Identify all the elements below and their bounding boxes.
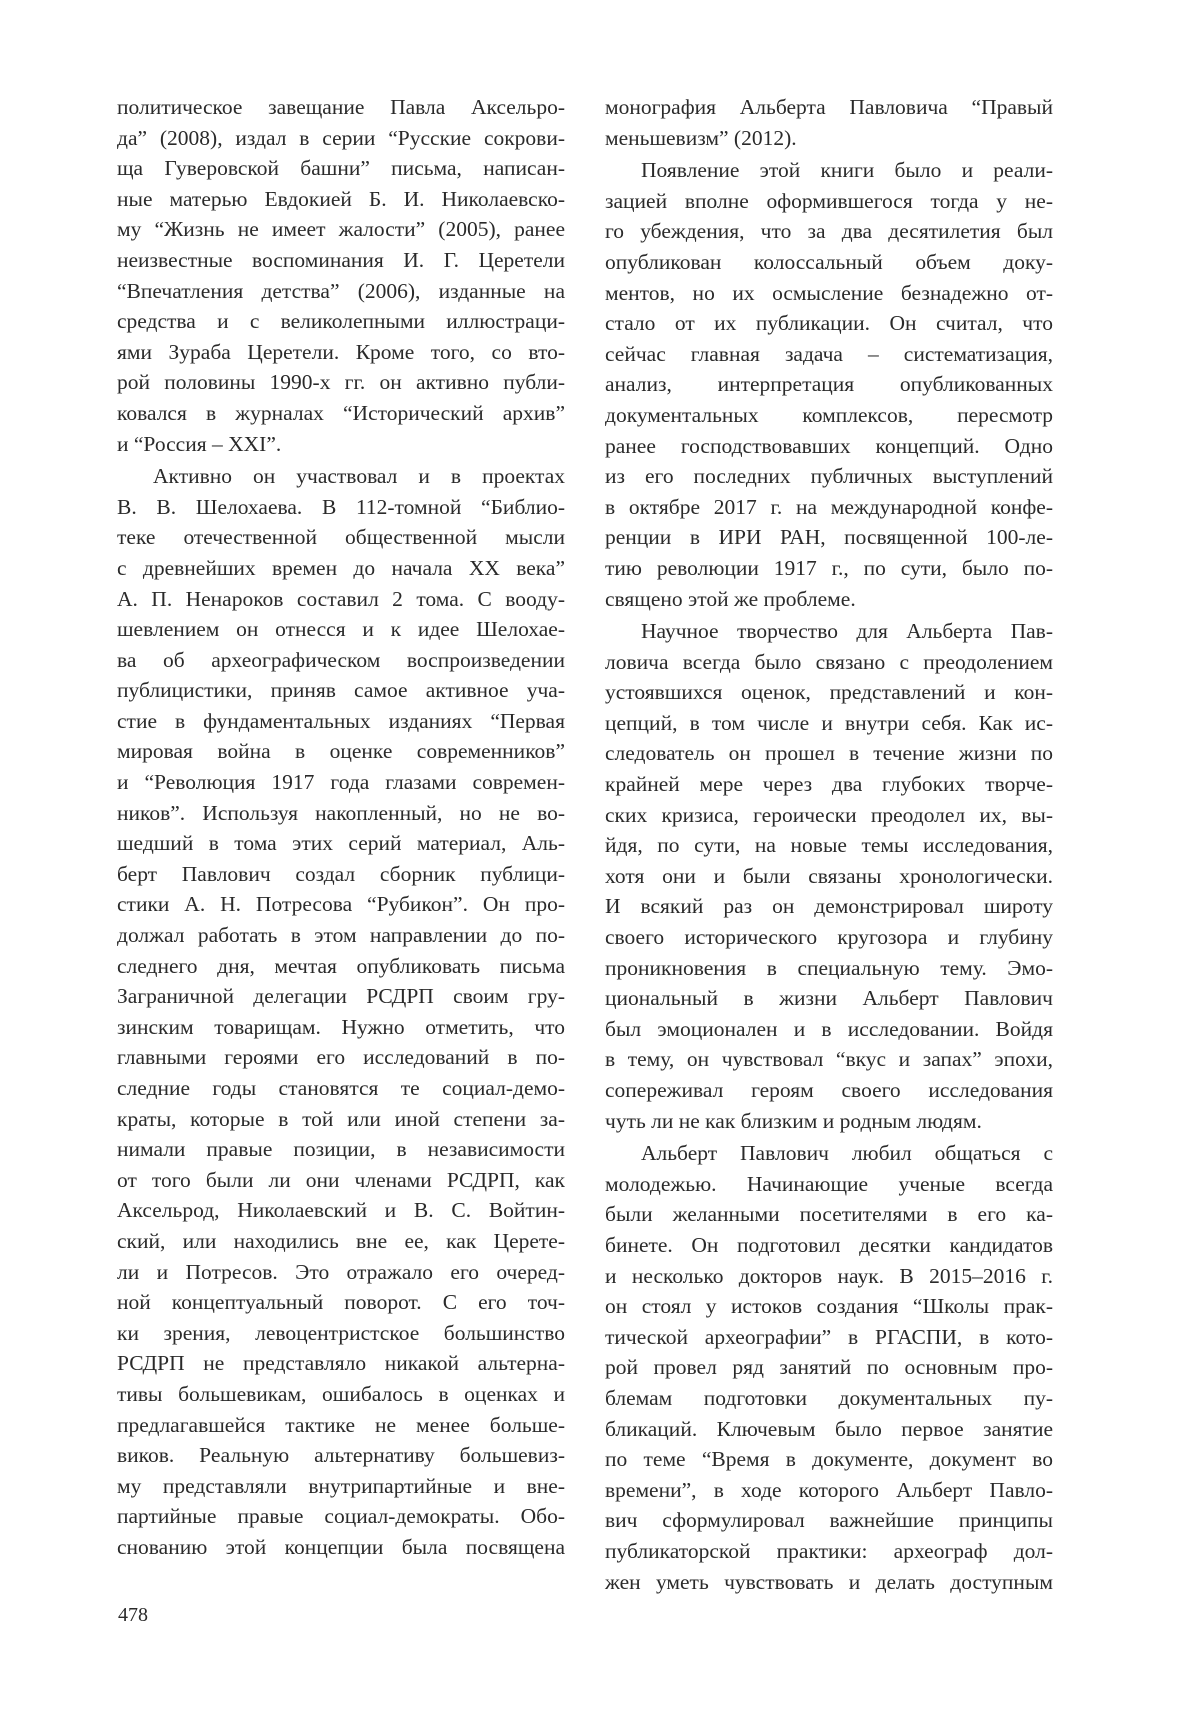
text-line: публикаторской практики: археограф дол-	[605, 1536, 1053, 1567]
text-line: зинским товарищам. Нужно отметить, что	[117, 1012, 565, 1043]
text-line: священо этой же проблеме.	[605, 584, 1053, 615]
text-line: йдя, по сути, на новые темы исследования,	[605, 830, 1053, 861]
text-line: ментов, но их осмысление безнадежно от-	[605, 278, 1053, 309]
text-line: берт Павлович создал сборник публици-	[117, 859, 565, 890]
text-line: следние годы становятся те социал-демо-	[117, 1073, 565, 1104]
text-line: следнего дня, мечтая опубликовать письма	[117, 951, 565, 982]
paragraph	[605, 155, 1053, 614]
text-line: ной концептуальный поворот. С его точ-	[117, 1287, 565, 1318]
text-line: ли и Потресов. Это отражало его очеред-	[117, 1257, 565, 1288]
text-line: тивы большевикам, ошибалось в оценках и	[117, 1379, 565, 1410]
text-line: му представляли внутрипартийные и вне-	[117, 1471, 565, 1502]
text-line: ренции в ИРИ РАН, посвященной 100-ле-	[605, 522, 1053, 553]
text-line: проникновения в специальную тему. Эмо-	[605, 953, 1053, 984]
text-line: ников”. Используя накопленный, но не во-	[117, 798, 565, 829]
text-line: меньшевизм” (2012).	[605, 123, 1053, 154]
text-line: сейчас главная задача – систематизация,	[605, 339, 1053, 370]
text-line: циональный в жизни Альберт Павлович	[605, 983, 1053, 1014]
text-line: зацией вполне оформившегося тогда у не-	[605, 186, 1053, 217]
text-line: “Впечатления детства” (2006), изданные на	[117, 276, 565, 307]
text-line: Активно он участвовал и в проектах	[117, 461, 565, 492]
text-line: стие в фундаментальных изданиях “Первая	[117, 706, 565, 737]
text-line: тической археографии” в РГАСПИ, в кото-	[605, 1322, 1053, 1353]
text-line: сопереживал героям своего исследования	[605, 1075, 1053, 1106]
text-line: были желанными посетителями в его ка-	[605, 1199, 1053, 1230]
text-line: В. В. Шелохаева. В 112-томной “Библио-	[117, 492, 565, 523]
text-line: ских кризиса, героически преодолел их, вы-	[605, 800, 1053, 831]
text-line: с древнейших времен до начала XX века”	[117, 553, 565, 584]
text-line: Альберт Павлович любил общаться с	[605, 1138, 1053, 1169]
text-line: вич сформулировал важнейшие принципы	[605, 1505, 1053, 1536]
text-line: РСДРП не представляло никакой альтерна-	[117, 1348, 565, 1379]
text-line: стало от их публикации. Он считал, что	[605, 308, 1053, 339]
text-line: партийные правые социал-демократы. Обо-	[117, 1501, 565, 1532]
text-line: от того были ли они членами РСДРП, как	[117, 1165, 565, 1196]
text-line: и “Революция 1917 года глазами современ-	[117, 767, 565, 798]
text-line: А. П. Ненароков составил 2 тома. С вооду-	[117, 584, 565, 615]
text-line: го убеждения, что за два десятилетия был	[605, 216, 1053, 247]
text-line: был эмоционален и в исследовании. Войдя	[605, 1014, 1053, 1045]
text-line: бинете. Он подготовил десятки кандидатов	[605, 1230, 1053, 1261]
paragraph	[605, 1138, 1053, 1597]
text-line: опубликован колоссальный объем доку-	[605, 247, 1053, 278]
text-line: он стоял у истоков создания “Школы прак-	[605, 1291, 1053, 1322]
text-line: блемам подготовки документальных пу-	[605, 1383, 1053, 1414]
text-line: ща Гуверовской башни” письма, написан-	[117, 153, 565, 184]
text-line: по теме “Время в документе, документ во	[605, 1444, 1053, 1475]
text-line: ные матерью Евдокией Б. И. Николаевско-	[117, 184, 565, 215]
text-column-right	[605, 92, 1053, 1599]
paragraph	[605, 616, 1053, 1136]
text-line: времени”, в ходе которого Альберт Павло-	[605, 1475, 1053, 1506]
text-line: Научное творчество для Альберта Пав-	[605, 616, 1053, 647]
text-line: в октябре 2017 г. на международной конфе-	[605, 492, 1053, 523]
text-line: ки зрения, левоцентристское большинство	[117, 1318, 565, 1349]
text-line: политическое завещание Павла Аксельро-	[117, 92, 565, 123]
text-line: теке отечественной общественной мысли	[117, 522, 565, 553]
paragraph	[605, 92, 1053, 153]
text-line: Аксельрод, Николаевский и В. С. Войтин-	[117, 1195, 565, 1226]
text-line: ловича всегда было связано с преодолением	[605, 647, 1053, 678]
text-line: бликаций. Ключевым было первое занятие	[605, 1414, 1053, 1445]
text-line: должал работать в этом направлении до по-	[117, 920, 565, 951]
text-line: главными героями его исследований в по-	[117, 1042, 565, 1073]
text-line: ковался в журналах “Исторический архив”	[117, 398, 565, 429]
text-line: жен уметь чувствовать и делать доступным	[605, 1567, 1053, 1598]
text-line: тию революции 1917 г., по сути, было по-	[605, 553, 1053, 584]
text-line: средства и с великолепными иллюстраци-	[117, 306, 565, 337]
text-line: предлагавшейся тактике не менее больше-	[117, 1410, 565, 1441]
paragraph	[117, 461, 565, 1562]
text-line: и несколько докторов наук. В 2015–2016 г.	[605, 1261, 1053, 1292]
text-line: И всякий раз он демонстрировал широту	[605, 891, 1053, 922]
text-line: нимали правые позиции, в независимости	[117, 1134, 565, 1165]
text-column-left	[117, 92, 565, 1565]
text-line: цепций, в том числе и внутри себя. Как ис-	[605, 708, 1053, 739]
text-line: виков. Реальную альтернативу большевиз-	[117, 1440, 565, 1471]
text-line: молодежью. Начинающие ученые всегда	[605, 1169, 1053, 1200]
page-number: 478	[118, 1600, 148, 1630]
text-line: своего исторического кругозора и глубину	[605, 922, 1053, 953]
text-line: чуть ли не как близким и родным людям.	[605, 1106, 1053, 1137]
text-line: да” (2008), издал в серии “Русские сокрови-	[117, 123, 565, 154]
text-line: и “Россия – XXI”.	[117, 429, 565, 460]
text-line: Появление этой книги было и реали-	[605, 155, 1053, 186]
text-line: ранее господствовавших концепций. Одно	[605, 431, 1053, 462]
text-line: ский, или находились вне ее, как Церете-	[117, 1226, 565, 1257]
text-line: неизвестные воспоминания И. Г. Церетели	[117, 245, 565, 276]
text-line: следователь он прошел в течение жизни по	[605, 738, 1053, 769]
text-line: крайней мере через два глубоких творче-	[605, 769, 1053, 800]
paragraph	[117, 92, 565, 459]
text-line: хотя они и были связаны хронологически.	[605, 861, 1053, 892]
text-line: монография Альберта Павловича “Правый	[605, 92, 1053, 123]
text-line: публицистики, приняв самое активное уча-	[117, 675, 565, 706]
text-line: рой провел ряд занятий по основным про-	[605, 1352, 1053, 1383]
text-line: анализ, интерпретация опубликованных	[605, 369, 1053, 400]
text-line: рой половины 1990-х гг. он активно публи-	[117, 367, 565, 398]
text-line: стики А. Н. Потресова “Рубикон”. Он про-	[117, 889, 565, 920]
text-line: ями Зураба Церетели. Кроме того, со вто-	[117, 337, 565, 368]
text-line: му “Жизнь не имеет жалости” (2005), ранее	[117, 214, 565, 245]
text-line: снованию этой концепции была посвящена	[117, 1532, 565, 1563]
text-line: из его последних публичных выступлений	[605, 461, 1053, 492]
text-line: краты, которые в той или иной степени за-	[117, 1104, 565, 1135]
text-line: шевлением он отнесся и к идее Шелохае-	[117, 614, 565, 645]
text-line: документальных комплексов, пересмотр	[605, 400, 1053, 431]
text-line: ва об археографическом воспроизведении	[117, 645, 565, 676]
text-line: в тему, он чувствовал “вкус и запах” эпохи,	[605, 1044, 1053, 1075]
text-line: шедший в тома этих серий материал, Аль-	[117, 828, 565, 859]
text-line: Заграничной делегации РСДРП своим гру-	[117, 981, 565, 1012]
text-line: устоявшихся оценок, представлений и кон-	[605, 677, 1053, 708]
text-line: мировая война в оценке современников”	[117, 736, 565, 767]
